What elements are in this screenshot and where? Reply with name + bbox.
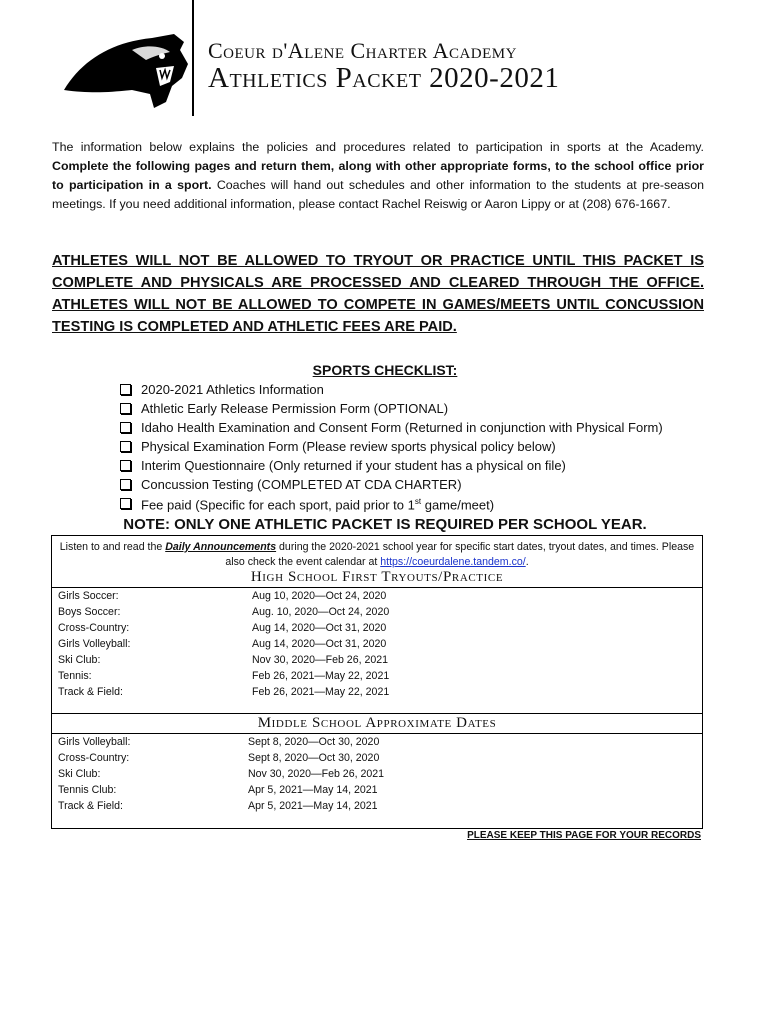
- calendar-link[interactable]: https://coeurdalene.tandem.co/: [380, 556, 526, 568]
- high-school-rows: [52, 588, 702, 700]
- checklist-title: SPORTS CHECKLIST:: [312, 362, 458, 378]
- school-name: Coeur d'Alene Charter Academy: [208, 38, 517, 63]
- announcements-text: Listen to and read the Daily Announcements during the 2020-2021 school year for specific start dates, tryout dates, and times. Please also check the event calendar at https://coeurdalene.tandem.co/.: [59, 541, 695, 568]
- eligibility-warning: ATHLETES WILL NOT BE ALLOWED TO TRYOUT OR PRACTICE UNTIL THIS PACKET IS COMPLETE AND PHYSICALS ARE PROCESSED AND CLEARED THROUGH THE OFFICE. ATHLETES WILL NOT BE ALLOWED TO COMPETE IN GAMES/MEETS UNTIL CONCUSSION TESTING IS COMPLETED AND ATHLETIC FEES ARE PAID.: [52, 253, 704, 335]
- page-header: [0, 0, 770, 130]
- checklist-item[interactable]: Concussion Testing (COMPLETED AT CDA CHARTER): [120, 475, 720, 494]
- sports-checklist: [120, 380, 720, 513]
- checkbox-icon[interactable]: [120, 460, 131, 471]
- daily-announcements-link: Daily Announcements: [165, 541, 277, 553]
- checklist-item[interactable]: 2020-2021 Athletics Information: [120, 380, 720, 399]
- checklist-item-fee[interactable]: Fee paid (Specific for each sport, paid prior to 1st game/meet): [120, 494, 720, 513]
- table-row: Tennis: Feb 26, 2021—May 22, 2021: [58, 670, 390, 682]
- table-row: Cross-Country: Aug 14, 2020—Oct 31, 2020: [58, 622, 387, 634]
- checkbox-icon[interactable]: [120, 403, 131, 414]
- checkbox-icon[interactable]: [120, 384, 131, 395]
- table-row: Tennis Club: Apr 5, 2021—May 14, 2021: [58, 784, 378, 796]
- intro-paragraph: The information below explains the policies and procedures related to participation in sports at the Academy. Complete the following pages and return them, along with other appropriate forms, to the school office prior to participation in a sport. Coaches will hand out schedules and other information to the students at pre-season meetings. If you need additional information, please contact Rachel Reiswig or Aaron Lippy or at (208) 676-1667.: [52, 140, 704, 211]
- records-footer: PLEASE KEEP THIS PAGE FOR YOUR RECORDS: [467, 830, 701, 841]
- table-row: Boys Soccer: Aug. 10, 2020—Oct 24, 2020: [58, 606, 390, 618]
- divider: [52, 713, 702, 714]
- checklist-item[interactable]: Athletic Early Release Permission Form (OPTIONAL): [120, 399, 720, 418]
- checklist-item[interactable]: Physical Examination Form (Please review sports physical policy below): [120, 437, 720, 456]
- table-row: Ski Club: Nov 30, 2020—Feb 26, 2021: [58, 654, 389, 666]
- packet-title: Athletics Packet 2020-2021: [208, 62, 560, 94]
- table-row: Track & Field: Apr 5, 2021—May 14, 2021: [58, 800, 378, 812]
- schedule-table: [51, 535, 703, 829]
- table-row: Girls Volleyball: Sept 8, 2020—Oct 30, 2020: [58, 736, 380, 748]
- table-row: Girls Soccer: Aug 10, 2020—Oct 24, 2020: [58, 590, 387, 602]
- table-row: Track & Field: Feb 26, 2021—May 22, 2021: [58, 686, 390, 698]
- checkbox-icon[interactable]: [120, 498, 131, 509]
- checklist-item[interactable]: Idaho Health Examination and Consent Form (Returned in conjunction with Physical Form): [120, 418, 720, 437]
- header-divider: [192, 0, 194, 116]
- packet-note: NOTE: ONLY ONE ATHLETIC PACKET IS REQUIRED PER SCHOOL YEAR.: [123, 516, 647, 533]
- checkbox-icon[interactable]: [120, 441, 131, 452]
- table-row: Ski Club: Nov 30, 2020—Feb 26, 2021: [58, 768, 385, 780]
- high-school-title: High School First Tryouts/Practice: [250, 569, 504, 585]
- middle-school-title: Middle School Approximate Dates: [257, 715, 497, 731]
- table-row: Girls Volleyball: Aug 14, 2020—Oct 31, 2020: [58, 638, 387, 650]
- table-row: Cross-Country: Sept 8, 2020—Oct 30, 2020: [58, 752, 380, 764]
- checkbox-icon[interactable]: [120, 422, 131, 433]
- middle-school-rows: [52, 734, 702, 814]
- panther-logo-icon: [62, 20, 192, 112]
- checklist-item[interactable]: Interim Questionnaire (Only returned if your student has a physical on file): [120, 456, 720, 475]
- checkbox-icon[interactable]: [120, 479, 131, 490]
